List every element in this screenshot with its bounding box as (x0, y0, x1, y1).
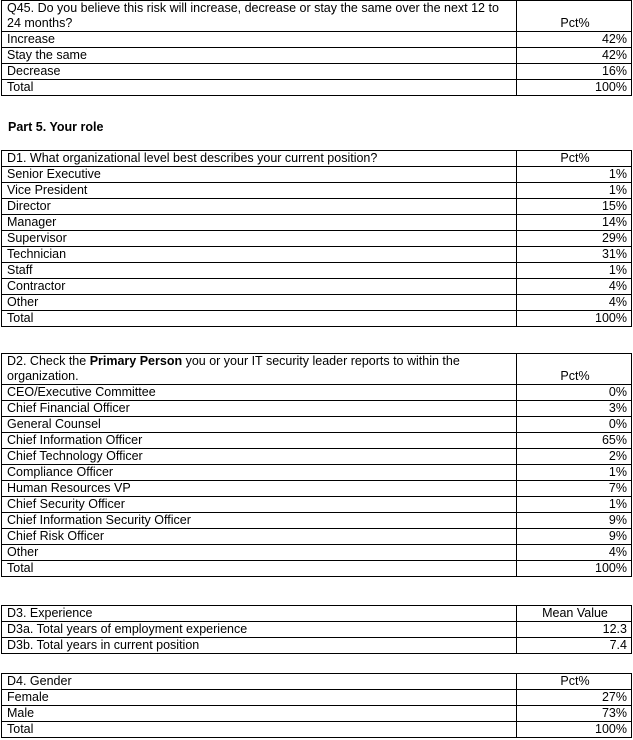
row-value: 12.3 (517, 622, 632, 638)
row-value: 31% (517, 247, 632, 263)
column-header: Pct% (517, 354, 632, 385)
table-row (2, 167, 632, 183)
table-row (2, 183, 632, 199)
row-value: 9% (517, 513, 632, 529)
row-value: 2% (517, 449, 632, 465)
row-value: 0% (517, 385, 632, 401)
table-row (2, 295, 632, 311)
row-label: Female (2, 690, 517, 706)
d1-table (1, 150, 632, 327)
row-label: Chief Technology Officer (2, 449, 517, 465)
row-value: 1% (517, 263, 632, 279)
table-row (2, 513, 632, 529)
row-label: Chief Financial Officer (2, 401, 517, 417)
row-label: Total (2, 722, 517, 738)
row-label: Technician (2, 247, 517, 263)
row-label: General Counsel (2, 417, 517, 433)
table-row (2, 690, 632, 706)
row-value: 16% (517, 64, 632, 80)
row-value: 27% (517, 690, 632, 706)
table-row (2, 529, 632, 545)
table-row (2, 32, 632, 48)
q45-table (1, 0, 632, 96)
row-label: Total (2, 311, 517, 327)
table-header-row (2, 1, 632, 32)
table-row (2, 481, 632, 497)
row-label: Stay the same (2, 48, 517, 64)
row-label: Staff (2, 263, 517, 279)
table-row (2, 545, 632, 561)
row-label: Chief Information Officer (2, 433, 517, 449)
row-value: 4% (517, 295, 632, 311)
table-row (2, 465, 632, 481)
row-value: 100% (517, 561, 632, 577)
row-label: D3a. Total years of employment experience (2, 622, 517, 638)
table-row (2, 561, 632, 577)
question-text (2, 354, 517, 385)
question-text: D4. Gender (2, 674, 517, 690)
row-value: 0% (517, 417, 632, 433)
row-label: Chief Information Security Officer (2, 513, 517, 529)
table-row (2, 311, 632, 327)
row-label: Other (2, 545, 517, 561)
row-value: 42% (517, 48, 632, 64)
row-value: 15% (517, 199, 632, 215)
row-value: 4% (517, 279, 632, 295)
row-value: 29% (517, 231, 632, 247)
table-header-row (2, 674, 632, 690)
row-value: 7% (517, 481, 632, 497)
table-row (2, 231, 632, 247)
column-header: Mean Value (517, 606, 632, 622)
table-row (2, 247, 632, 263)
table-header-row (2, 151, 632, 167)
table-row (2, 401, 632, 417)
question-text-emphasis: Primary Person (89, 354, 183, 368)
row-value: 1% (517, 167, 632, 183)
table-header-row (2, 606, 632, 622)
row-label: Supervisor (2, 231, 517, 247)
row-label: Manager (2, 215, 517, 231)
row-label: Human Resources VP (2, 481, 517, 497)
row-value: 3% (517, 401, 632, 417)
d3-table (1, 605, 632, 654)
row-value: 9% (517, 529, 632, 545)
row-label: Chief Risk Officer (2, 529, 517, 545)
column-header: Pct% (517, 151, 632, 167)
table-row (2, 638, 632, 654)
row-label: Male (2, 706, 517, 722)
row-label: Vice President (2, 183, 517, 199)
row-value: 7.4 (517, 638, 632, 654)
table-row (2, 449, 632, 465)
table-row (2, 263, 632, 279)
row-label: D3b. Total years in current position (2, 638, 517, 654)
table-row (2, 199, 632, 215)
row-value: 42% (517, 32, 632, 48)
table-row (2, 385, 632, 401)
question-text-pre: D2. Check the (7, 354, 90, 368)
table-row (2, 48, 632, 64)
section-title: Part 5. Your role (8, 120, 104, 134)
table-row (2, 722, 632, 738)
row-label: Total (2, 80, 517, 96)
question-text: D1. What organizational level best describes your current position? (2, 151, 517, 167)
row-value: 1% (517, 497, 632, 513)
row-value: 14% (517, 215, 632, 231)
row-label: Chief Security Officer (2, 497, 517, 513)
row-label: Increase (2, 32, 517, 48)
row-label: Other (2, 295, 517, 311)
table-row (2, 279, 632, 295)
question-text: Q45. Do you believe this risk will increase, decrease or stay the same over the next 12 to 24 months? (2, 1, 517, 32)
row-label: CEO/Executive Committee (2, 385, 517, 401)
table-row (2, 622, 632, 638)
question-text-post: you or your IT security leader reports to within the organization. (7, 354, 460, 383)
question-text: D3. Experience (2, 606, 517, 622)
row-label: Contractor (2, 279, 517, 295)
table-header-row (2, 354, 632, 385)
row-label: Compliance Officer (2, 465, 517, 481)
d2-table (1, 353, 632, 577)
table-row (2, 64, 632, 80)
row-value: 100% (517, 80, 632, 96)
row-value: 100% (517, 311, 632, 327)
column-header: Pct% (517, 1, 632, 32)
table-row (2, 215, 632, 231)
row-label: Director (2, 199, 517, 215)
table-row (2, 80, 632, 96)
table-row (2, 417, 632, 433)
d4-table (1, 673, 632, 738)
row-label: Senior Executive (2, 167, 517, 183)
row-value: 65% (517, 433, 632, 449)
column-header: Pct% (517, 674, 632, 690)
row-label: Decrease (2, 64, 517, 80)
row-value: 73% (517, 706, 632, 722)
table-row (2, 433, 632, 449)
table-row (2, 497, 632, 513)
row-value: 4% (517, 545, 632, 561)
table-row (2, 706, 632, 722)
row-value: 100% (517, 722, 632, 738)
row-label: Total (2, 561, 517, 577)
row-value: 1% (517, 183, 632, 199)
row-value: 1% (517, 465, 632, 481)
